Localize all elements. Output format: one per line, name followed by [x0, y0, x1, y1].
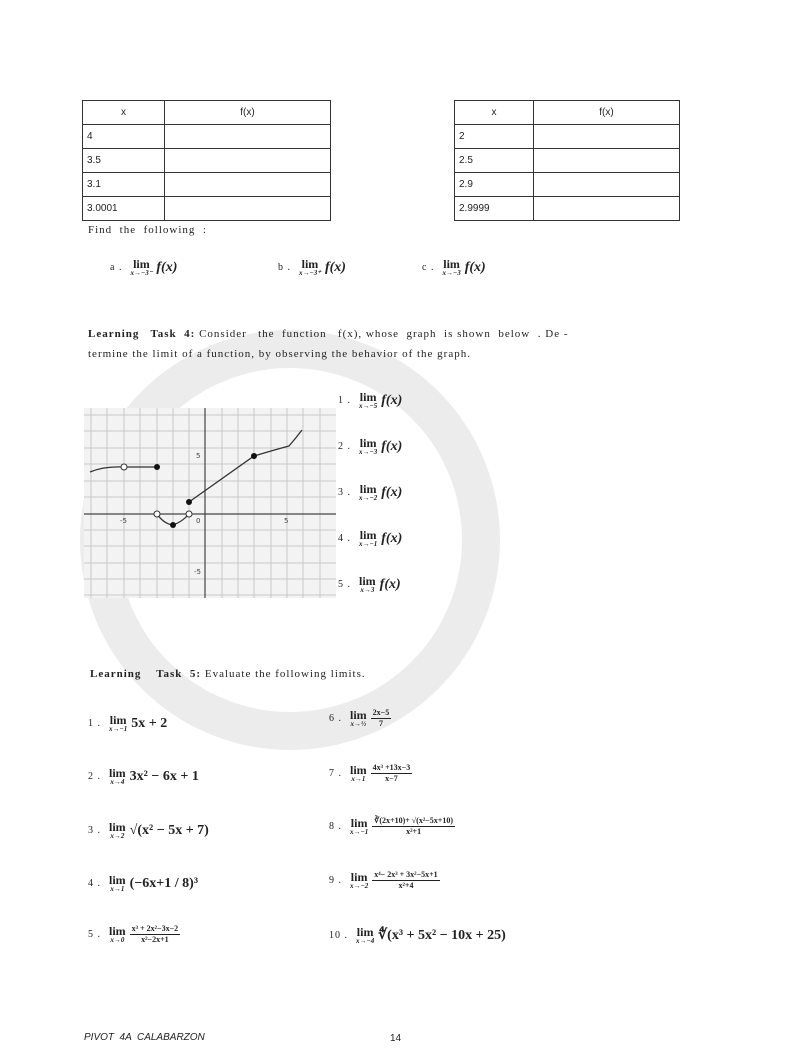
item-number: 2 .: [338, 441, 351, 452]
item-number: 4 .: [338, 533, 351, 544]
task5-item-1: [88, 714, 167, 733]
task5-text: Evaluate the following limits.: [201, 668, 366, 680]
fraction-denominator: 7: [378, 718, 383, 728]
limit-label: c .: [422, 262, 435, 273]
table-row: [83, 125, 331, 149]
item-number: 2 .: [88, 771, 101, 782]
limit-expr: (−6x+1 / 8)³: [129, 875, 199, 891]
task4-line1: [88, 328, 668, 340]
lim-word: lim: [359, 574, 376, 588]
fraction-denominator: x−7: [385, 773, 398, 783]
task5-heading: Learning Task 5:: [90, 668, 202, 680]
table-cell-empty: [534, 173, 680, 197]
fraction-numerator: 2x−5: [372, 708, 390, 717]
limit-expr: f(x): [381, 438, 403, 454]
limit-expr: f(x): [381, 530, 403, 546]
tick-label-x-0: 0: [196, 517, 201, 525]
closed-point: [186, 499, 192, 505]
table-row: [83, 197, 331, 221]
closed-point: [251, 453, 257, 459]
table-row: [83, 173, 331, 197]
lim-under: x→−3: [359, 448, 378, 456]
table-cell-empty: [165, 173, 331, 197]
lim-under: x→−3⁺: [299, 269, 321, 277]
task4-text2: termine the limit of a function, by observing the behavior of the graph.: [88, 348, 471, 360]
table-cell: 4: [83, 125, 165, 149]
item-number: 4 .: [88, 878, 101, 889]
item-number: 1 .: [338, 395, 351, 406]
table-cell: 2: [455, 125, 534, 149]
lim-under: x→3: [360, 586, 375, 594]
table-row: [455, 125, 680, 149]
task5-item-9: [329, 870, 440, 890]
lim-under: x→½: [350, 719, 367, 728]
open-point: [154, 511, 160, 517]
lim-word: lim: [359, 390, 377, 404]
task4-heading: Learning Task 4:: [88, 328, 196, 340]
lim-under: x→−4: [356, 937, 375, 945]
table-right: [454, 100, 680, 221]
page-number: 14: [390, 1033, 402, 1044]
lim-under: x→1: [351, 774, 366, 783]
lim-under: x→−1: [350, 827, 369, 836]
tick-label-y-5: 5: [196, 452, 201, 460]
task4-item-3: [338, 483, 402, 502]
item-number: 3 .: [338, 487, 351, 498]
limit-expr: 5x + 2: [131, 715, 168, 731]
item-number: 5 .: [338, 579, 351, 590]
function-graph: [84, 408, 336, 598]
task5-item-8: [329, 816, 455, 836]
limit-expr: f(x): [324, 259, 346, 275]
fraction-numerator: 4x³ +13x−3: [372, 763, 411, 772]
table-cell: 2.9: [455, 173, 534, 197]
graph-background: [84, 408, 336, 598]
task5-item-2: [88, 767, 199, 786]
item-number: 10 .: [329, 930, 348, 941]
task4-text1: Consider the function f(x), whose graph is shown below . De -: [195, 328, 569, 340]
limit-expr: f(x): [381, 484, 403, 500]
open-point: [186, 511, 192, 517]
tick-label-x-5: 5: [284, 517, 289, 525]
lim-word: lim: [350, 869, 368, 884]
table-header-x: x: [83, 101, 165, 125]
limit-expr: 3x² − 6x + 1: [129, 768, 199, 784]
lim-word: lim: [443, 257, 460, 271]
table-cell-empty: [534, 149, 680, 173]
lim-under: x→2: [110, 832, 125, 840]
task4-item-2: [338, 437, 402, 456]
lim-word: lim: [359, 436, 377, 450]
lim-under: x→−2: [350, 881, 369, 890]
table-cell: 3.0001: [83, 197, 165, 221]
item-number: 8 .: [329, 820, 342, 832]
tick-label-y-neg5: -5: [194, 568, 201, 576]
lim-under: x→−3⁻: [130, 269, 153, 277]
limit-expr: f(x): [464, 259, 486, 275]
lim-word: lim: [109, 713, 127, 727]
table-row: [83, 149, 331, 173]
task5-item-5: [88, 924, 180, 944]
tick-label-x-neg5: -5: [120, 517, 127, 525]
table-row: [455, 149, 680, 173]
table-header-x: x: [455, 101, 534, 125]
table-cell: 3.1: [83, 173, 165, 197]
limit-expr: f(x): [381, 392, 403, 408]
task5-item-10: [329, 926, 506, 945]
table-cell: 3.5: [83, 149, 165, 173]
lim-word: lim: [356, 925, 374, 939]
lim-word: lim: [301, 257, 319, 271]
lim-word: lim: [359, 482, 377, 496]
closed-point: [154, 464, 160, 470]
lim-word: lim: [109, 766, 126, 780]
lim-under: x→−2: [359, 494, 378, 502]
lim-under: x→1: [110, 885, 125, 893]
lim-word: lim: [133, 257, 150, 271]
table-left: [82, 100, 331, 221]
item-number: 9 .: [329, 874, 342, 886]
item-number: 7 .: [329, 767, 342, 779]
table-cell: 2.9999: [455, 197, 534, 221]
task5-item-7: [329, 763, 412, 783]
task5-item-6: [329, 708, 391, 728]
fraction-numerator: x³ + 2x²−3x−2: [131, 924, 179, 933]
lim-word: lim: [109, 820, 126, 834]
fraction-denominator: x²+4: [398, 880, 414, 890]
table-header-fx: f(x): [165, 101, 331, 125]
lim-under: x→−1: [359, 540, 378, 548]
closed-point: [170, 522, 176, 528]
open-point: [121, 464, 127, 470]
lim-under: x→−3: [442, 269, 461, 277]
table-cell-empty: [165, 149, 331, 173]
limit-expr: f(x): [379, 576, 401, 592]
table-cell-empty: [534, 125, 680, 149]
lim-word: lim: [109, 873, 126, 887]
limit-label: b .: [278, 262, 291, 273]
footer-text: PIVOT 4A CALABARZON: [84, 1032, 205, 1043]
limit-expr: √(x² − 5x + 7): [129, 822, 209, 838]
table-header-fx: f(x): [534, 101, 680, 125]
table-cell-empty: [534, 197, 680, 221]
limit-b: [278, 258, 346, 277]
task4-item-1: [338, 391, 402, 410]
lim-under: x→−1: [109, 725, 128, 733]
fraction-numerator: ∛(2x+10)+ √(x²−5x+10): [374, 816, 454, 825]
lim-word: lim: [109, 923, 126, 938]
fraction-denominator: x²−2x+1: [141, 934, 169, 944]
table-cell-empty: [165, 197, 331, 221]
lim-under: x→−5: [359, 402, 378, 410]
lim-word: lim: [350, 815, 368, 830]
item-number: 3 .: [88, 825, 101, 836]
limit-expr: ∜(x³ + 5x² − 10x + 25): [378, 928, 506, 943]
fraction-denominator: x²+1: [406, 826, 422, 836]
table-row: [455, 173, 680, 197]
table-cell: 2.5: [455, 149, 534, 173]
limit-a: [110, 258, 177, 277]
task4-item-4: [338, 529, 402, 548]
table-row: [455, 197, 680, 221]
lim-word: lim: [350, 762, 367, 777]
find-following-text: Find the following :: [88, 224, 207, 236]
limit-c: [422, 258, 486, 277]
task4-item-5: [338, 575, 401, 594]
limit-label: a .: [110, 262, 123, 273]
item-number: 1 .: [88, 718, 101, 729]
item-number: 5 .: [88, 928, 101, 940]
fraction-numerator: x⁴− 2x³ + 3x²−5x+1: [374, 870, 438, 879]
task5-line: [90, 668, 366, 680]
table-cell-empty: [165, 125, 331, 149]
lim-under: x→4: [110, 778, 125, 786]
lim-under: x→0: [110, 935, 125, 944]
item-number: 6 .: [329, 712, 342, 724]
task5-item-3: [88, 821, 209, 840]
lim-word: lim: [359, 528, 377, 542]
limit-expr: f(x): [156, 259, 178, 275]
task5-item-4: [88, 874, 198, 893]
lim-word: lim: [350, 707, 367, 722]
